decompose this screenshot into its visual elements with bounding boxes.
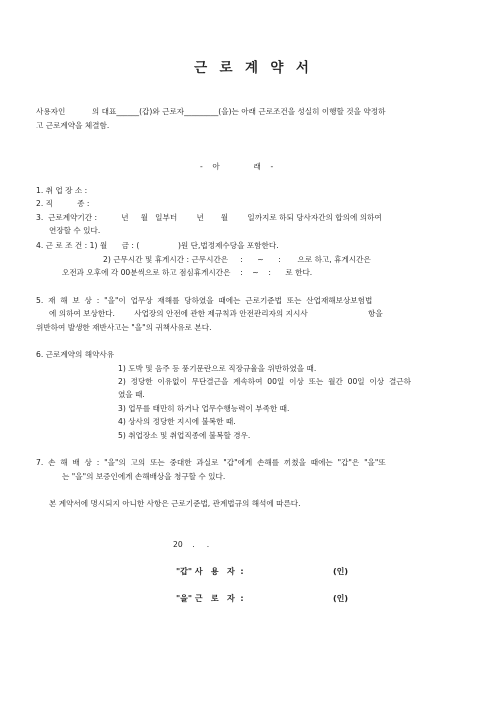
- clause-3-line-1: 3. 근로계약기간 : 년 월 일부터 년 월 일까지로 하되 당사자간의 합의에 의하여: [36, 213, 382, 222]
- clause-4-line-1: 4. 근 로 조 건 : 1) 월 금 : ( )원 단,법정제수당을 포함한다.: [36, 241, 279, 250]
- clause-6-heading: 6. 근로계약의 해약사유: [36, 350, 115, 359]
- employer-signature-label: "갑" 사 용 자 :: [176, 567, 244, 576]
- clause-6-item-5: 5) 취업장소 및 취업직종에 불복할 경우.: [118, 431, 251, 440]
- clause-4-line-3: 오전과 오후에 각 00분씩으로 하고 점심휴게시간은 : ~ : 로 한다.: [62, 268, 313, 277]
- clause-7-line-1: 7. 손 해 배 상 : "을"의 고의 또는 중대한 과실로 "갑"에게 손해를 끼쳤을 때에는 "갑"은 "을"또: [36, 458, 386, 467]
- clause-3-line-2: 연장할 수 있다.: [49, 226, 101, 235]
- employer-seal: (인): [333, 567, 349, 576]
- contract-date: 20 . .: [173, 540, 210, 549]
- preamble-line-2: 고 근로계약을 체결함.: [36, 121, 110, 130]
- clause-7-line-2: 는 "을"의 보증인에게 손해배상을 청구할 수 있다.: [62, 472, 226, 481]
- clause-6-item-2-cont: 였을 때.: [118, 390, 145, 399]
- clause-6-item-2: 2) 정당한 이유없이 무단결근을 계속하여 00일 이상 또는 월간 00일 이상 결근하: [118, 377, 411, 386]
- clause-5-line-2: 에 의하여 보상한다. 사업장의 안전에 관한 제규칙과 안전관리자의 지시사 항을: [49, 309, 383, 318]
- document-title: 근 로 계 약 서: [194, 60, 310, 76]
- preamble-line-1: 사용자인 의 대표______(갑)와 근로자_________(을)는 아래 근로조건을 성실히 이행할 것을 약정하: [36, 107, 386, 116]
- clause-4-line-2: 2) 근무시간 및 휴게시간 : 근무시간은 : ~ : 으로 하고, 휴게시간은: [103, 255, 371, 264]
- clause-5-line-3: 위반하여 발생한 재반사고는 "을"의 귀책사유로 본다.: [36, 323, 212, 332]
- employee-signature-label: "을" 근 로 자 :: [176, 594, 244, 603]
- clause-6-item-4: 4) 상사의 정당한 지시에 불복한 때.: [118, 417, 236, 426]
- closing-statement: 본 계약서에 명시되지 아니한 사항은 근로기준법, 관계법규의 해석에 따른다.: [49, 499, 301, 508]
- section-heading: - 아 래 -: [200, 162, 274, 171]
- clause-1-workplace: 1. 취 업 장 소 :: [36, 186, 88, 195]
- clause-2-job-type: 2. 직 종 :: [36, 199, 90, 208]
- clause-5-line-1: 5. 재 해 보 상 : "을"이 업무상 재해를 당하였을 때에는 근로기준법 또는 산업재해보상보험법: [36, 296, 373, 305]
- clause-6-item-1: 1) 도박 및 음주 등 풍기문란으로 직장규율을 위반하였을 때.: [118, 364, 317, 373]
- clause-6-item-3: 3) 업무를 태만히 하거나 업무수행능력이 부족한 때.: [118, 404, 290, 413]
- employee-seal: (인): [333, 594, 349, 603]
